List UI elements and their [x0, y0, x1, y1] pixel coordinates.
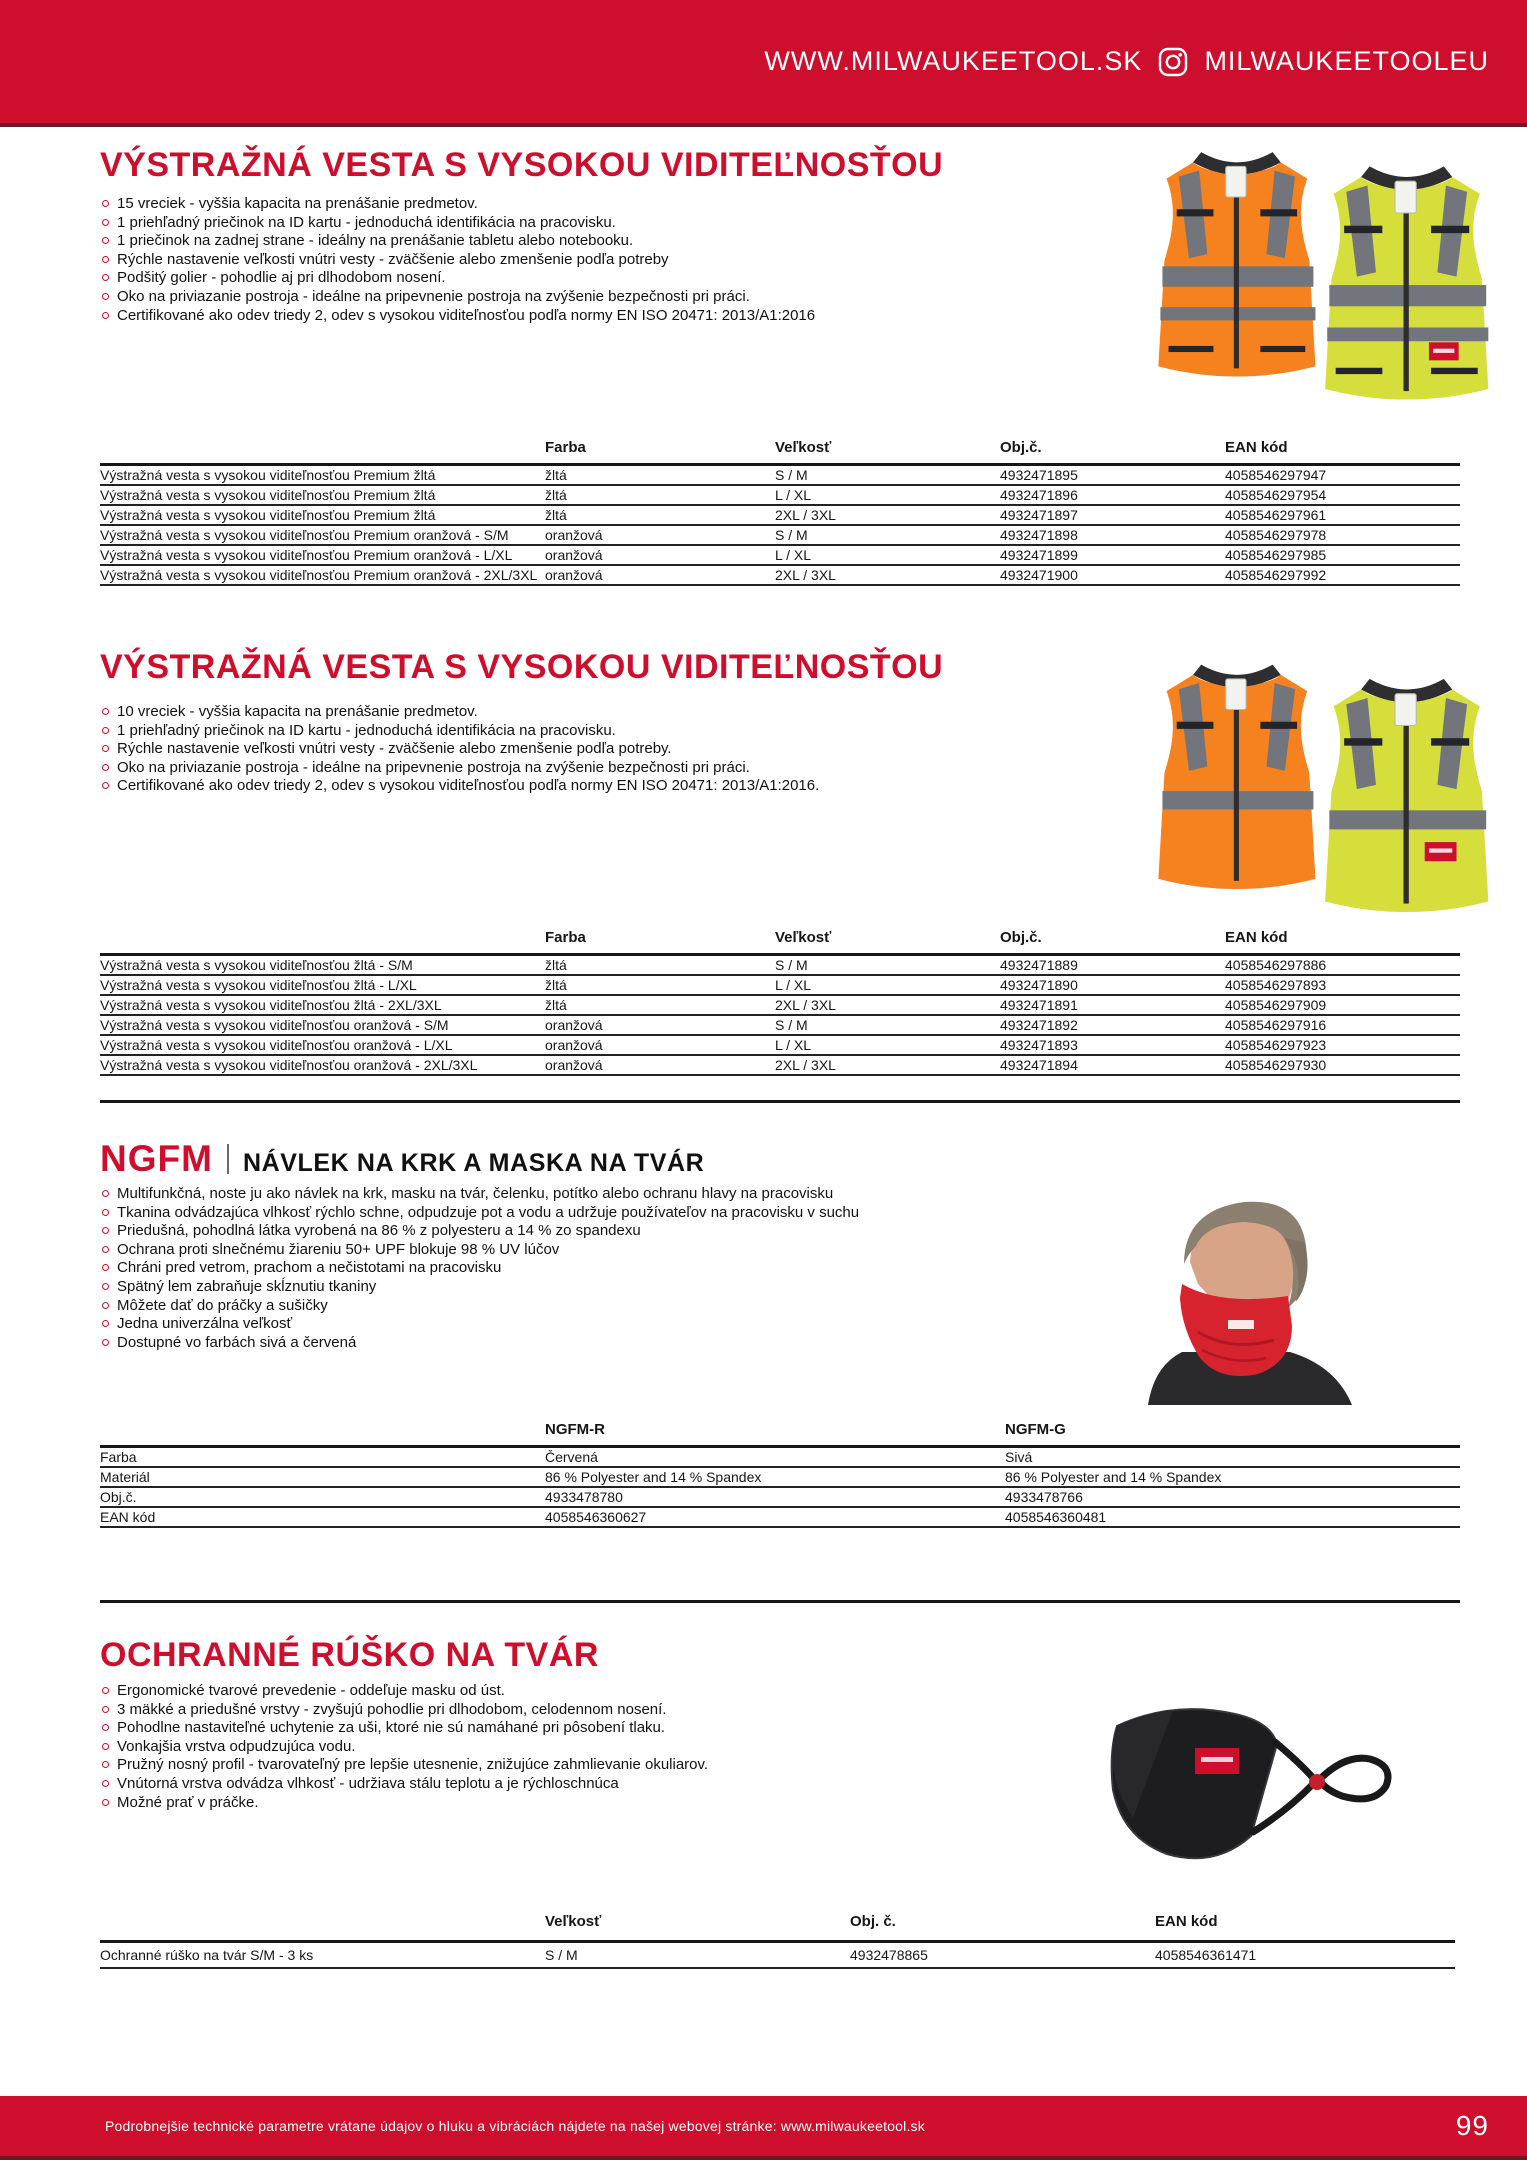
header-objc: Obj.č.	[1000, 440, 1042, 456]
bullet-icon	[102, 312, 109, 319]
bullet-text: Môžete dať do práčky a sušičky	[117, 1296, 328, 1314]
cell-ngfm-r: Červená	[545, 1450, 598, 1465]
table-header-row	[100, 1914, 1455, 1943]
table-row	[100, 1056, 1460, 1076]
list-item	[100, 1259, 1100, 1278]
header-objc: Obj.č.	[1000, 930, 1042, 946]
bullet-text: Priedušná, pohodlná látka vyrobená na 86 % z polyesteru a 14 % zo spandexu	[117, 1222, 641, 1240]
cell-objc: 4932471899	[1000, 548, 1078, 563]
table-body	[100, 466, 1460, 586]
list-item	[100, 288, 1100, 307]
cell-objc: 4932471891	[1000, 998, 1078, 1013]
list-item	[100, 1222, 1100, 1241]
bullet-icon	[102, 1283, 109, 1290]
list-item	[100, 1241, 1100, 1260]
list-item	[100, 1204, 1100, 1223]
list-item	[100, 269, 1100, 288]
bullet-icon	[102, 727, 109, 734]
list-item	[100, 1315, 1100, 1334]
table-row	[100, 1016, 1460, 1036]
header-ean: EAN kód	[1155, 1914, 1218, 1930]
bullet-icon	[102, 1227, 109, 1234]
website-url: WWW.MILWAUKEETOOL.SK	[764, 46, 1143, 76]
cell-farba: oranžová	[545, 568, 603, 583]
cell-product: Výstražná vesta s vysokou viditeľnosťou žltá - L/XL	[100, 978, 417, 993]
cell-velkost: S / M	[775, 468, 808, 483]
bullet-icon	[102, 1706, 109, 1713]
bullet-text: Dostupné vo farbách sivá a červená	[117, 1333, 357, 1351]
cell-product: Výstražná vesta s vysokou viditeľnosťou Premium žltá	[100, 488, 436, 503]
table-body	[100, 1943, 1455, 1969]
header-ean: EAN kód	[1225, 440, 1288, 456]
cell-velkost: S / M	[775, 958, 808, 973]
cell-ean: 4058546297961	[1225, 508, 1327, 523]
bullet-icon	[102, 1246, 109, 1253]
page-number: 99	[1455, 2110, 1489, 2141]
cell-product: Výstražná vesta s vysokou viditeľnosťou žltá - 2XL/3XL	[100, 998, 442, 1013]
cell-objc: 4932471890	[1000, 978, 1078, 993]
footer-note: Podrobnejšie technické parametre vrátane údajov o hluku a vibráciách nájdete na našej webovej stránke: www.milwaukeetool.sk	[105, 2118, 925, 2134]
cell-farba: oranžová	[545, 548, 603, 563]
bullet-icon	[102, 1743, 109, 1750]
header-farba: Farba	[545, 440, 586, 456]
cell-ean: 4058546297893	[1225, 978, 1327, 993]
cell-ean: 4058546297947	[1225, 468, 1327, 483]
cell-ngfm-g: 4933478766	[1005, 1490, 1083, 1505]
cell-ean: 4058546297930	[1225, 1058, 1327, 1073]
product-name: NÁVLEK NA KRK A MASKA NA TVÁR	[242, 1149, 705, 1177]
bullet-icon	[102, 745, 109, 752]
list-item	[100, 759, 1100, 778]
cell-product: Ochranné rúško na tvár S/M - 3 ks	[100, 1948, 314, 1963]
cell-ean: 4058546297992	[1225, 568, 1327, 583]
cell-ngfm-g: 4058546360481	[1005, 1510, 1107, 1525]
cell-product: Výstražná vesta s vysokou viditeľnosťou Premium oranžová - 2XL/3XL	[100, 568, 538, 583]
header-velkost: Veľkosť	[545, 1914, 602, 1930]
table-row	[100, 1468, 1460, 1488]
bullet-text: Vonkajšia vrstva odpudzujúca vodu.	[117, 1737, 356, 1755]
list-item	[100, 722, 1100, 741]
bullet-text: Multifunkčná, noste ju ako návlek na krk, masku na tvár, čelenku, potítko alebo ochranu hlavy na pracovisku	[117, 1185, 834, 1202]
product-image-hi-vis-vests	[1138, 656, 1513, 956]
list-item	[100, 1701, 1100, 1720]
section3-title	[100, 1138, 704, 1180]
section1-feature-list	[100, 195, 1100, 325]
bullet-icon	[102, 256, 109, 263]
header-velkost: Veľkosť	[775, 930, 832, 946]
product-image-hi-vis-vests	[1138, 142, 1513, 437]
header-ngfm-r: NGFM-R	[545, 1422, 605, 1438]
bullet-icon	[102, 219, 109, 226]
header-ngfm-g: NGFM-G	[1005, 1422, 1066, 1438]
list-item	[100, 1185, 1100, 1204]
cell-product: Výstražná vesta s vysokou viditeľnosťou Premium žltá	[100, 508, 436, 523]
cell-ngfm-r: 4058546360627	[545, 1510, 647, 1525]
list-item	[100, 703, 1100, 722]
cell-product: Výstražná vesta s vysokou viditeľnosťou oranžová - S/M	[100, 1018, 449, 1033]
table-row	[100, 976, 1460, 996]
cell-attr: EAN kód	[100, 1510, 156, 1525]
bullet-icon	[102, 1339, 109, 1346]
cell-product: Výstražná vesta s vysokou viditeľnosťou Premium oranžová - L/XL	[100, 548, 513, 563]
bullet-icon	[102, 1209, 109, 1216]
table-row	[100, 526, 1460, 546]
cell-ngfm-g: 86 % Polyester and 14 % Spandex	[1005, 1470, 1222, 1485]
bullet-icon	[102, 1724, 109, 1731]
cell-objc: 4932471896	[1000, 488, 1078, 503]
section-divider	[100, 1600, 1460, 1603]
cell-objc: 4932471889	[1000, 958, 1078, 973]
cell-ean: 4058546297978	[1225, 528, 1327, 543]
cell-ngfm-r: 4933478780	[545, 1490, 623, 1505]
bullet-text: Vnútorná vrstva odvádza vlhkosť - udržiava stálu teplotu a je rýchloschnúca	[117, 1774, 619, 1792]
bullet-icon	[102, 782, 109, 789]
bullet-text: Jedna univerzálna veľkosť	[117, 1315, 293, 1333]
list-item	[100, 1719, 1100, 1738]
bullet-text: 1 priehľadný priečinok na ID kartu - jednoduchá identifikácia na pracovisku.	[117, 721, 616, 739]
table-row	[100, 1488, 1460, 1508]
vest-table	[100, 930, 1460, 1076]
bullet-icon	[102, 764, 109, 771]
instagram-handle: MILWAUKEETOOLEU	[1204, 46, 1489, 76]
table-body	[100, 1448, 1460, 1528]
table-row	[100, 486, 1460, 506]
bullet-text: Oko na priviazanie postroja - ideálne na pripevnenie postroja na zvýšenie bezpečnosti pri práci.	[117, 758, 750, 776]
list-item	[100, 307, 1100, 326]
cell-velkost: S / M	[775, 528, 808, 543]
bullet-text: 10 vreciek - vyššia kapacita na prenášanie predmetov.	[117, 703, 478, 720]
bullet-text: Oko na priviazanie postroja - ideálne na pripevnenie postroja na zvýšenie bezpečnosti pri práci.	[117, 287, 750, 305]
bullet-text: Možné prať v práčke.	[117, 1793, 259, 1811]
cell-farba: žltá	[545, 508, 567, 523]
cell-ean: 4058546297985	[1225, 548, 1327, 563]
bullet-text: 1 priehľadný priečinok na ID kartu - jednoduchá identifikácia na pracovisku.	[117, 213, 616, 231]
cell-farba: oranžová	[545, 1018, 603, 1033]
table-row	[100, 566, 1460, 586]
table-row	[100, 1448, 1460, 1468]
section1-title: VÝSTRAŽNÁ VESTA S VYSOKOU VIDITEĽNOSŤOU	[100, 146, 944, 184]
bullet-text: Spätný lem zabraňuje skĺznutiu tkaniny	[117, 1277, 377, 1295]
cell-farba: oranžová	[545, 1038, 603, 1053]
cell-ean: 4058546297954	[1225, 488, 1327, 503]
bullet-text: 15 vreciek - vyššia kapacita na prenášanie predmetov.	[117, 195, 478, 212]
bullet-text: Podšitý golier - pohodlie aj pri dlhodobom nosení.	[117, 269, 446, 287]
bullet-text: Rýchle nastavenie veľkosti vnútri vesty - zväčšenie alebo zmenšenie podľa potreby	[117, 250, 669, 268]
section-divider	[100, 1100, 1460, 1103]
cell-objc: 4932471892	[1000, 1018, 1078, 1033]
list-item	[100, 232, 1100, 251]
cell-velkost: 2XL / 3XL	[775, 568, 836, 583]
list-item	[100, 214, 1100, 233]
cell-velkost: L / XL	[775, 978, 812, 993]
title-divider	[227, 1144, 229, 1174]
cell-product: Výstražná vesta s vysokou viditeľnosťou Premium oranžová - S/M	[100, 528, 509, 543]
cell-ean: 4058546297909	[1225, 998, 1327, 1013]
bullet-icon	[102, 1320, 109, 1327]
cell-farba: žltá	[545, 958, 567, 973]
mask-table	[100, 1914, 1455, 1969]
cell-objc: 4932471893	[1000, 1038, 1078, 1053]
cell-velkost: S / M	[775, 1018, 808, 1033]
product-image-neck-gaiter	[1140, 1180, 1370, 1405]
bullet-text: Certifikované ako odev triedy 2, odev s vysokou viditeľnosťou podľa normy EN ISO 20471: 2013/A1:2016	[117, 306, 816, 324]
cell-farba: žltá	[545, 488, 567, 503]
table-body	[100, 956, 1460, 1076]
bullet-icon	[102, 293, 109, 300]
list-item	[100, 251, 1100, 270]
cell-product: Výstražná vesta s vysokou viditeľnosťou Premium žltá	[100, 468, 436, 483]
header-product	[100, 1914, 545, 1930]
cell-velkost: L / XL	[775, 548, 812, 563]
table-row	[100, 546, 1460, 566]
cell-velkost: L / XL	[775, 1038, 812, 1053]
bullet-icon	[102, 1302, 109, 1309]
cell-ngfm-g: Sivá	[1005, 1450, 1033, 1465]
cell-objc: 4932471895	[1000, 468, 1078, 483]
table-row	[100, 1943, 1455, 1969]
list-item	[100, 1278, 1100, 1297]
bullet-icon	[102, 708, 109, 715]
list-item	[100, 1334, 1100, 1353]
cell-farba: žltá	[545, 998, 567, 1013]
cell-velkost: 2XL / 3XL	[775, 508, 836, 523]
cell-objc: 4932471894	[1000, 1058, 1078, 1073]
list-item	[100, 195, 1100, 214]
cell-attr: Materiál	[100, 1470, 150, 1485]
header-product	[100, 930, 545, 946]
bullet-text: Ergonomické tvarové prevedenie - oddeľuje masku od úst.	[117, 1682, 505, 1699]
list-item	[100, 1297, 1100, 1316]
bullet-icon	[102, 1190, 109, 1197]
table-header-row	[100, 930, 1460, 956]
table-row	[100, 466, 1460, 486]
cell-ean: 4058546361471	[1155, 1948, 1257, 1963]
bullet-icon	[102, 1264, 109, 1271]
list-item	[100, 1756, 1100, 1775]
cell-farba: oranžová	[545, 528, 603, 543]
cell-ean: 4058546297923	[1225, 1038, 1327, 1053]
cell-ean: 4058546297886	[1225, 958, 1327, 973]
bullet-text: Pružný nosný profil - tvarovateľný pre lepšie utesnenie, znižujúce zahmlievanie okuliarov.	[117, 1756, 709, 1774]
bullet-icon	[102, 1761, 109, 1768]
list-item	[100, 1794, 1100, 1813]
list-item	[100, 1775, 1100, 1794]
header-farba: Farba	[545, 930, 586, 946]
product-code: NGFM	[100, 1138, 213, 1179]
cell-farba: žltá	[545, 978, 567, 993]
bullet-icon	[102, 237, 109, 244]
product-image-face-mask	[1103, 1698, 1403, 1883]
cell-ngfm-r: 86 % Polyester and 14 % Spandex	[545, 1470, 762, 1485]
bullet-text: 3 mäkké a priedušné vrstvy - zvyšujú pohodlie pri dlhodobom, celodennom nosení.	[117, 1700, 667, 1718]
cell-objc: 4932478865	[850, 1948, 928, 1963]
header-ean: EAN kód	[1225, 930, 1288, 946]
section2-feature-list	[100, 703, 1100, 796]
cell-attr: Farba	[100, 1450, 137, 1465]
table-row	[100, 996, 1460, 1016]
header-bar	[0, 0, 1527, 127]
instagram-icon	[1158, 47, 1188, 77]
cell-objc: 4932471897	[1000, 508, 1078, 523]
cell-product: Výstražná vesta s vysokou viditeľnosťou žltá - S/M	[100, 958, 413, 973]
table-row	[100, 956, 1460, 976]
header-objc: Obj. č.	[850, 1914, 896, 1930]
bullet-text: Tkanina odvádzajúca vlhkosť rýchlo schne, odpudzuje pot a vodu a udržuje používateľov na pracovisku v suchu	[117, 1203, 860, 1221]
cell-product: Výstražná vesta s vysokou viditeľnosťou oranžová - L/XL	[100, 1038, 453, 1053]
bullet-icon	[102, 200, 109, 207]
cell-velkost: 2XL / 3XL	[775, 1058, 836, 1073]
cell-objc: 4932471900	[1000, 568, 1078, 583]
table-row	[100, 1508, 1460, 1528]
header-velkost: Veľkosť	[775, 440, 832, 456]
bullet-text: Rýchle nastavenie veľkosti vnútri vesty - zväčšenie alebo zmenšenie podľa potreby.	[117, 740, 672, 758]
section4-title: OCHRANNÉ RÚŠKO NA TVÁR	[100, 1636, 599, 1674]
ngfm-spec-table	[100, 1422, 1460, 1528]
section2-title: VÝSTRAŽNÁ VESTA S VYSOKOU VIDITEĽNOSŤOU	[100, 648, 944, 686]
cell-velkost: S / M	[545, 1948, 578, 1963]
cell-farba: žltá	[545, 468, 567, 483]
table-header-row	[100, 1422, 1460, 1448]
table-row	[100, 1036, 1460, 1056]
cell-attr: Obj.č.	[100, 1490, 137, 1505]
header-product	[100, 440, 545, 456]
bullet-text: Pohodlne nastaviteľné uchytenie za uši, ktoré nie sú namáhané pri pôsobení tlaku.	[117, 1719, 666, 1737]
list-item	[100, 777, 1100, 796]
cell-objc: 4932471898	[1000, 528, 1078, 543]
cell-product: Výstražná vesta s vysokou viditeľnosťou oranžová - 2XL/3XL	[100, 1058, 478, 1073]
bullet-icon	[102, 274, 109, 281]
section3-feature-list	[100, 1185, 1100, 1352]
bullet-text: Ochrana proti slnečnému žiareniu 50+ UPF blokuje 98 % UV lúčov	[117, 1240, 560, 1258]
list-item	[100, 740, 1100, 759]
cell-velkost: 2XL / 3XL	[775, 998, 836, 1013]
bullet-icon	[102, 1780, 109, 1787]
bullet-text: Certifikované ako odev triedy 2, odev s vysokou viditeľnosťou podľa normy EN ISO 20471: 2013/A1:2016.	[117, 777, 820, 795]
bullet-icon	[102, 1687, 109, 1694]
bullet-text: 1 priečinok na zadnej strane - ideálny na prenášanie tabletu alebo notebooku.	[117, 232, 634, 250]
cell-ean: 4058546297916	[1225, 1018, 1327, 1033]
list-item	[100, 1682, 1100, 1701]
section4-feature-list	[100, 1682, 1100, 1812]
cell-velkost: L / XL	[775, 488, 812, 503]
footer-bar	[0, 2096, 1527, 2160]
header-attr	[100, 1422, 545, 1438]
list-item	[100, 1738, 1100, 1757]
cell-farba: oranžová	[545, 1058, 603, 1073]
bullet-icon	[102, 1799, 109, 1806]
bullet-text: Chráni pred vetrom, prachom a nečistotami na pracovisku	[117, 1259, 502, 1277]
table-row	[100, 506, 1460, 526]
vest-premium-table	[100, 440, 1460, 586]
table-header-row	[100, 440, 1460, 466]
